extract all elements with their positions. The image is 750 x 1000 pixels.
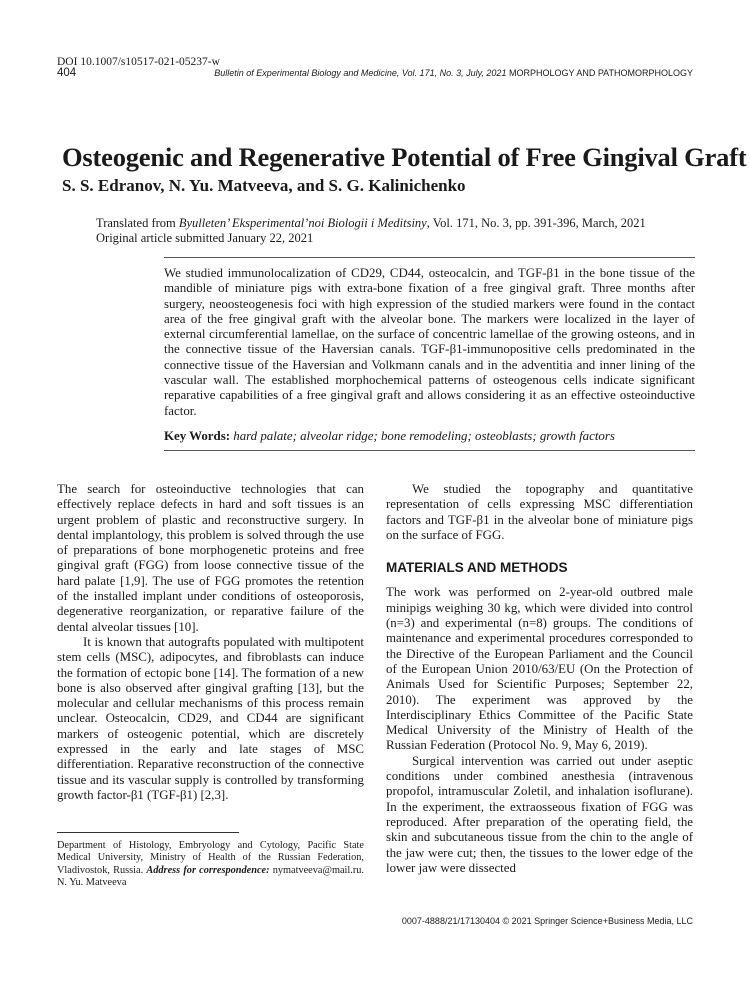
body-column-left — [57, 482, 364, 803]
keywords-label: Key Words: — [164, 429, 231, 443]
abstract: We studied immunolocalization of CD29, CD44, osteocalcin, and TGF-β1 in the bone tissue of the mandible of miniature pigs with extra-bone fixation of a free gingival graft. Three months after surgery, neoosteogenesis foci with high expression of the studied markers were found in the contact area of the free gingival graft with the alveolar bone. The markers were localized in the layer of external circumferential lamellae, on the surface of concentric lamellae of the growing osteons, and in the connective tissue of the Haversian canals. TGF-β1-immunopositive cells predominated in the connective tissue of the Haversian and Volkmann canals and in the adventitia and inner lining of the vascular wall. The established morphochemical patterns of osteogenous cells indicate significant reparative capabilities of a free gingival graft and allows considering it as an effective osteoinductive factor. — [164, 266, 695, 418]
article-title: Osteogenic and Regenerative Potential of Free Gingival Graft — [62, 142, 747, 172]
footnote-rule — [57, 832, 239, 833]
body-column-right — [386, 482, 693, 876]
copyright-line: 0007-4888/21/17130404 © 2021 Springer Science+Business Media, LLC — [401, 916, 693, 926]
submission-date: Original article submitted January 22, 2021 — [96, 231, 314, 245]
running-head — [214, 68, 693, 78]
paragraph: It is known that autografts populated with multipotent stem cells (MSC), adipocytes, and fibroblasts can induce the formation of ectopic bone [14]. The formation of a new bone is also observed after gingival grafting [13], but the molecular and cellular mechanisms of this process remain unclear. Osteocalcin, CD29, and CD44 are significant markers of osteogenic potential, which are discretely expressed in the early and late stages of MSC differentiation. Reparative reconstruction of the connective tissue and its vascular supply is controlled by transforming growth factor-β1 (TGF-β1) [2,3]. — [57, 634, 364, 802]
keywords — [164, 429, 615, 444]
translation-line — [96, 216, 646, 231]
translation-suffix: , Vol. 171, No. 3, pp. 391-396, March, 2021 — [426, 216, 646, 230]
paragraph: We studied the topography and quantitative representation of cells expressing MSC differentiation factors and TGF-β1 in the alveolar bone of miniature pigs on the surface of FGG. — [386, 482, 693, 542]
running-head-section: MORPHOLOGY AND PATHOMORPHOLOGY — [508, 68, 693, 78]
source-journal: Byulleten’ Eksperimental’noi Biologii i Meditsiny — [178, 216, 427, 230]
doi: DOI 10.1007/s10517-021-05237-w — [57, 56, 220, 68]
address-text: nymatveeva@mail.ru. N. Yu. Matveeva — [57, 864, 364, 889]
page-number: 404 — [57, 67, 77, 79]
paragraph: The search for osteoinductive technologies that can effectively replace defects in hard and soft tissues is an urgent problem of plastic and reconstructive surgery. In dental implantology, this problem is solved through the use of preparations of bone morphogenetic proteins and free gingival graft (FGG) from loose connective tissue of the hard palate [1,9]. The use of FGG promotes the retention of the installed implant under conditions of osteoporosis, degenerative reorganization, or reparative failure of the dental alveolar tissues [10]. — [57, 482, 364, 634]
section-heading: MATERIALS AND METHODS — [386, 560, 568, 576]
abstract-bottom-rule — [164, 450, 695, 451]
keywords-text: hard palate; alveolar ridge; bone remodeling; osteoblasts; growth factors — [233, 429, 615, 443]
address-label: Address for correspondence: — [146, 864, 270, 876]
article-authors: S. S. Edranov, N. Yu. Matveeva, and S. G. Kalinichenko — [62, 176, 466, 195]
translation-note — [96, 216, 646, 246]
paragraph: Surgical intervention was carried out under aseptic conditions under combined anesthesia (intravenous propofol, intramuscular Zoletil, and inhalation isoflurane). In the experiment, the extraosseous fixation of FGG was reproduced. After preparation of the operating field, the skin and subcutaneous tissue from the chin to the angle of the jaw were cut; then, the tissues to the lower edge of the lower jaw were dissected — [386, 753, 693, 875]
affiliation-footnote — [57, 840, 364, 890]
affiliation-text: Department of Histology, Embryology and Cytology, Pacific State Medical University, Ministry of Health of the Russian Federation, Vladivostok, Russia. — [57, 840, 364, 876]
translation-prefix: Translated from — [96, 216, 179, 230]
paragraph: The work was performed on 2-year-old outbred male minipigs weighing 30 kg, which were divided into control (n=3) and experimental (n=8) groups. The conditions of maintenance and experimental procedures corresponded to the Directive of the European Parliament and the Council of the European Union 2010/63/EU (On the Protection of Animals Used for Scientific Purposes; September 22, 2010). The experiment was approved by the Interdisciplinary Ethics Committee of the Pacific State Medical University of the Ministry of Health of the Russian Federation (Protocol No. 9, May 6, 2019). — [386, 585, 693, 753]
abstract-top-rule — [164, 257, 695, 258]
running-head-journal: Bulletin of Experimental Biology and Medicine, Vol. 171, No. 3, July, 2021 — [214, 68, 507, 78]
